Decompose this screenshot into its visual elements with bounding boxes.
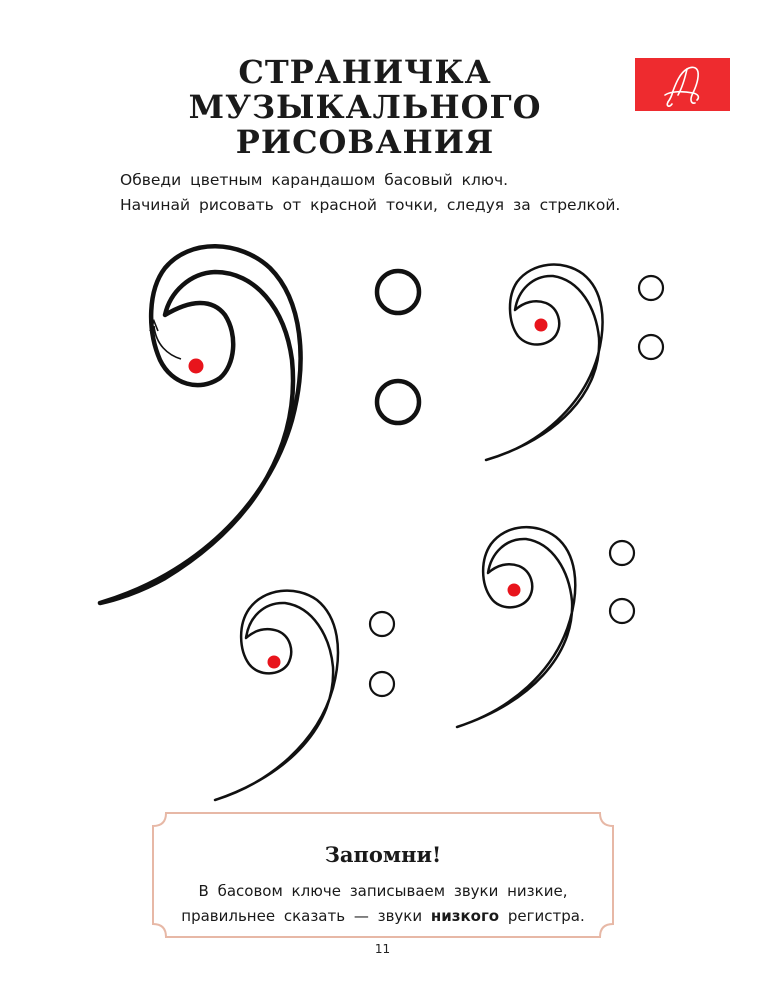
clef-dot-outline	[370, 672, 394, 696]
bass-clef-icon[interactable]	[457, 527, 575, 727]
instruction-line: Обведи цветным карандашом басовый ключ.	[120, 171, 509, 189]
start-dot	[508, 584, 521, 597]
note-text-segment: правильнее сказать — звуки	[181, 907, 431, 925]
bass-clef-icon[interactable]	[100, 246, 301, 603]
clef-dot-outline	[377, 271, 419, 313]
note-text	[152, 879, 614, 929]
note-line	[152, 904, 614, 929]
clef-dot-outline	[610, 541, 634, 565]
clef-dot-outline	[610, 599, 634, 623]
title-line: РИСОВАНИЯ	[235, 123, 495, 161]
note-text-segment: регистра.	[499, 907, 585, 925]
title-line: СТРАНИЧКА	[238, 53, 492, 91]
bass-clef-icon[interactable]	[486, 265, 603, 460]
clef-dot-outline	[377, 381, 419, 423]
clef-dot-outline	[639, 276, 663, 300]
clef-dot-outline	[639, 335, 663, 359]
remember-box	[152, 812, 614, 938]
note-line: В басовом ключе записываем звуки низкие,	[198, 882, 568, 900]
page-number: 11	[374, 942, 391, 956]
clef-dot-outline	[370, 612, 394, 636]
instruction-line: Начинай рисовать от красной точки, следуя за стрелкой.	[120, 196, 621, 214]
start-dot	[189, 359, 204, 374]
bass-clef-icon[interactable]	[215, 591, 338, 800]
start-dot	[535, 319, 548, 332]
note-title: Запомни!	[324, 842, 442, 867]
start-dot	[268, 656, 281, 669]
title-line: МУЗЫКАЛЬНОГО	[188, 88, 542, 126]
emphasized-word: низкого	[430, 907, 500, 925]
